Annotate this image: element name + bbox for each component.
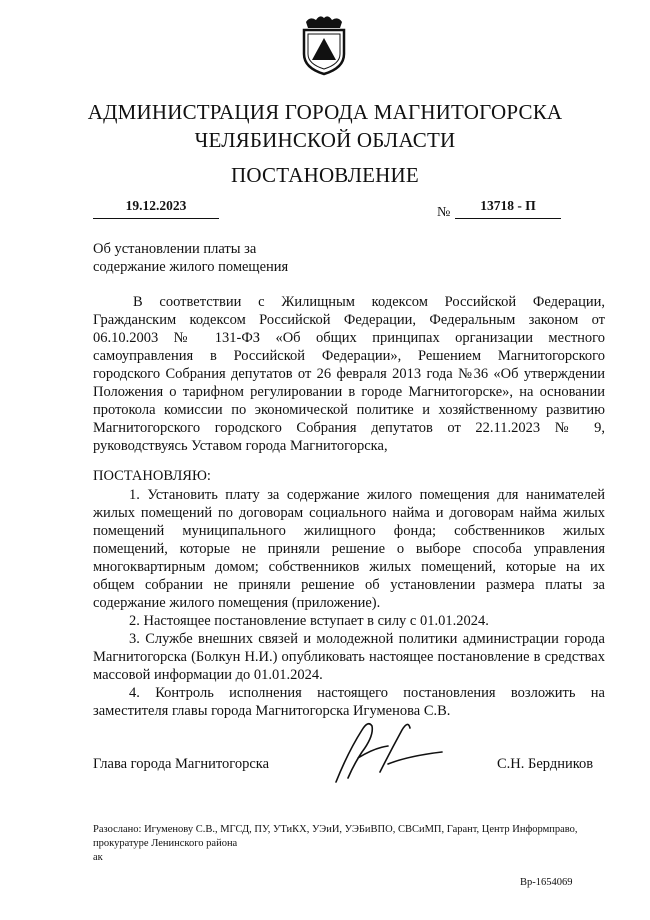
decree-item-4: 4. Контроль исполнения настоящего постановления возложить на заместителя главы города Магнитогорска Игуменова С.В. xyxy=(93,685,605,719)
subject-line2: содержание жилого помещения xyxy=(93,259,289,275)
number-label: № xyxy=(437,205,451,220)
coat-of-arms-icon xyxy=(296,12,352,76)
signatory-position: Глава города Магнитогорска xyxy=(93,756,270,772)
handwritten-signature xyxy=(318,712,448,796)
number-value: 13718 - П xyxy=(480,198,536,213)
decree-items xyxy=(93,486,605,720)
decree-item-3: 3. Службе внешних связей и молодежной политики администрации города Магнитогорска (Болкун Н.И.) опубликовать настоящее постановление в средствах массовой информации до 01.01.2024. xyxy=(93,631,605,683)
signatory-name: С.Н. Бердников xyxy=(497,756,594,772)
date-field xyxy=(93,198,219,219)
registration-number: Вр-1654069 xyxy=(520,877,573,888)
number-field xyxy=(455,198,561,219)
distribution-list-cont: прокуратуре Ленинского района xyxy=(93,838,238,849)
decree-item-2: 2. Настоящее постановление вступает в силу с 01.01.2024. xyxy=(129,613,489,629)
distribution-list: Разослано: Игуменову С.В., МГСД, ПУ, УТиКХ, УЭиИ, УЭБиВПО, СВСиМП, Гарант, Центр Информправо, xyxy=(93,824,578,835)
decree-word: ПОСТАНОВЛЯЮ: xyxy=(93,468,211,484)
doc-type: ПОСТАНОВЛЕНИЕ xyxy=(231,163,419,187)
decree-item-1: 1. Установить плату за содержание жилого помещения для нанимателей жилых помещений по договорам социального найма и договорам найма жилых помещений муниципального жилищного фонда; собственников жилых помещений, которые не приняли решение о выборе способа управления многоквартирным домом; собственников жилых помещений, которые на их общем собрании не приняли решение об установлении размера платы за содержание жилого помещения (приложение). xyxy=(93,487,605,611)
org-title-line2: ЧЕЛЯБИНСКОЙ ОБЛАСТИ xyxy=(194,128,456,152)
date-value: 19.12.2023 xyxy=(125,198,187,213)
subject-line1: Об установлении платы за xyxy=(93,241,257,257)
preamble-paragraph: В соответствии с Жилищным кодексом Российской Федерации, Гражданским кодексом Российской Федерации, Федеральным законом от 06.10.2003 № 131-ФЗ «Об общих принципах организации местного самоуправления в Российской Федерации», Решением Магнитогорского городского Собрания депутатов от 26 февраля 2013 года №36 «Об утверждении Положения о тарифном регулировании в городе Магнитогорске», на основании протокола комиссии по экономической политике и хозяйственному развитию Магнитогорского городского Собрания депутатов от 22.11.2023 № 9, руководствуясь Уставом города Магнитогорска, xyxy=(93,294,605,454)
org-title-line1: АДМИНИСТРАЦИЯ ГОРОДА МАГНИТОГОРСКА xyxy=(87,100,563,124)
executor-initials: ак xyxy=(93,852,103,863)
